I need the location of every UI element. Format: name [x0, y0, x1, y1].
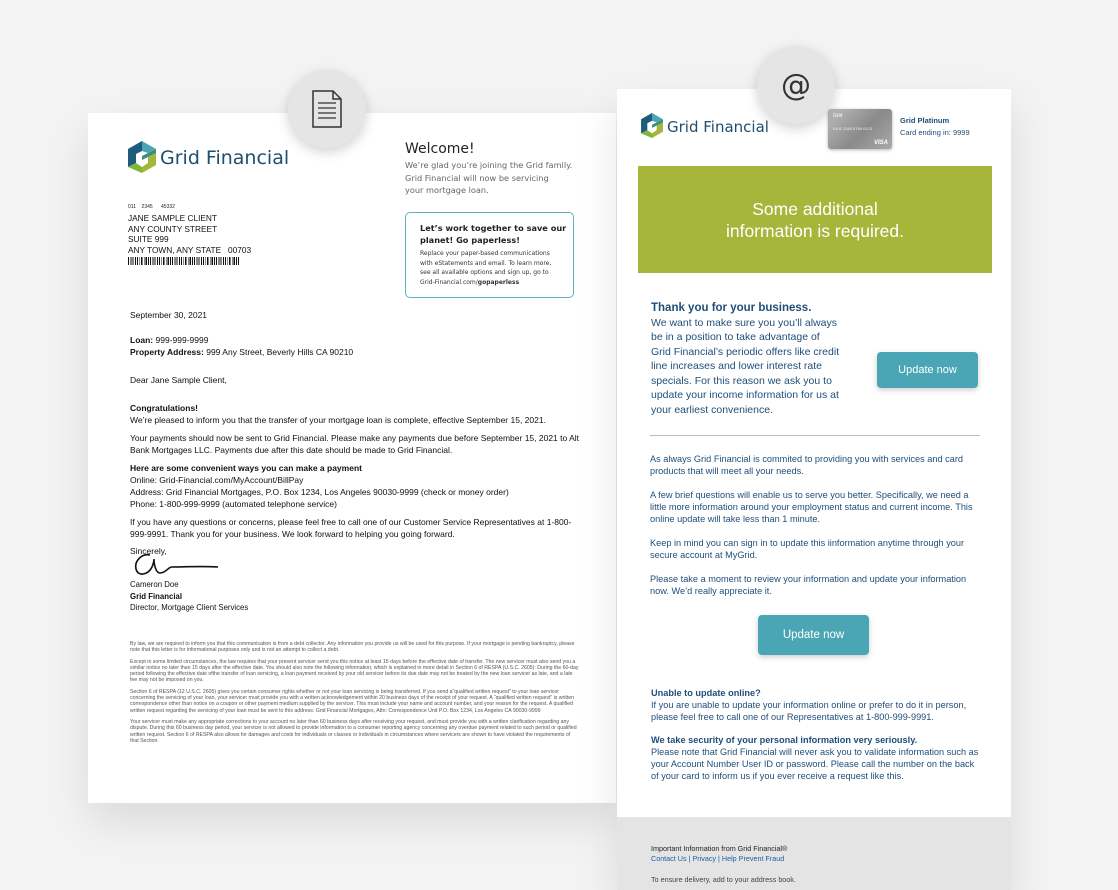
paperless-body [420, 249, 551, 287]
banner-line: Some additional [752, 198, 878, 219]
welcome-line: We’re glad you’re joining the Grid family. [405, 160, 573, 170]
email-logo [641, 112, 771, 140]
unable-section [651, 687, 981, 723]
congrats-body: We’re pleased to inform you that the transfer of your mortgage loan is complete, effective September 15, 2021. [130, 415, 546, 425]
fine-print-paragraph: By law, we are required to inform you that this communication is from a debt collector. Any information you provide us will be used for this purpose. If your mortgage is pending bankruptcy, please note that this letter is for informational purposes only and is not an attempt to collect a debt. [130, 641, 575, 654]
signer-company [130, 591, 248, 603]
thanks-line: your earliest convenience. [651, 403, 773, 416]
thanks-line: specials. For this reason we ask you to [651, 374, 832, 387]
info-paragraph: As always Grid Financial is commited to providing you with services and card products that will meet all your needs. [650, 454, 964, 476]
fine-print-paragraph: Section 6 of RESPA (12 U.S.C. 2605) gives you certain consumer rights whether or not your loan servicing is being transferred. If you send a”qualified written request” to your loan servicer concerning the servicing of your loan, your servicer must provide you with a written acknowledgement within 20 business days of the receipt of your request. A “qualified written request” is written correspondence other than notice on a coupon or other payment medium supplied by the servicer. This must include your name and account number, and your reason for the request. A qualified written request regarding the servicing of your loan must be sent to this address: Grid Financial Mortgages, Attn: Correspondence Unit P.O. Box 1234, Los Angeles CA 90030-9999 [130, 688, 575, 714]
thanks-line: We want to make sure you you’ll always [651, 316, 837, 329]
letter-brand-name: Grid Financial [160, 147, 290, 169]
email-badge [757, 46, 835, 124]
signer-title: Director, Mortgage Client Services [130, 603, 249, 612]
update-now-button-secondary[interactable]: Update now [758, 615, 869, 655]
ways-phone: Phone: 1-800-999-9999 (automated telephone service) [130, 499, 337, 509]
signer-name: Cameron Doe [130, 580, 179, 589]
mail-code: 2345 [141, 204, 153, 210]
welcome-line: your mortgage loan. [405, 185, 489, 195]
footer-separator: | [718, 854, 720, 863]
footer-link-fraud[interactable]: Help Prevent Fraud [721, 854, 785, 863]
congrats-heading-text: Congratulations! [130, 403, 198, 413]
thanks-line: update your income information for us at [651, 389, 839, 401]
paperless-title-line: Let’s work together to save our [420, 223, 567, 233]
questions-body: If you have any questions or concerns, please feel free to call one of our Customer Service Representatives at 1-800-999-9991. Thank you for your business. We look forward to helping you going forward. [130, 517, 572, 539]
property-value: 999 Any Street, Beverly Hills CA 90210 [206, 347, 354, 357]
closing: Sincerely, [130, 546, 167, 556]
info-paragraph: Please take a moment to review your information and update your information now. We’d really appreciate it. [650, 574, 967, 596]
security-body: Please note that Grid Financial will never ask you to validate information such as your Account Number User ID or password. Please call the number on the back of your card to inform us if you ever receive a request like this. [651, 747, 979, 781]
card-ending: Card ending in: 9999 [900, 128, 970, 137]
unable-heading: Unable to update online? [651, 688, 761, 698]
ways-heading [130, 462, 580, 474]
welcome-body [405, 159, 572, 197]
section-divider [650, 435, 980, 436]
ways-heading-text: Here are some convenient ways you can make a payment [130, 463, 362, 473]
mail-codes [128, 204, 175, 210]
paperless-title [420, 223, 566, 246]
letter-date: September 30, 2021 [130, 310, 208, 320]
address-line: ANY COUNTY STREET [128, 223, 218, 234]
loan-value: 999-999-9999 [155, 335, 209, 345]
paperless-link-bold: gopaperless [477, 278, 520, 286]
footer-note: To ensure delivery, add to your address book. [651, 875, 796, 884]
email-message [617, 89, 1011, 890]
loan-line [130, 334, 580, 346]
signature-block [130, 579, 248, 614]
paperless-title-line: planet! Go paperless! [420, 234, 520, 245]
letter-logo [128, 139, 298, 175]
welcome-title: Welcome! [405, 141, 475, 157]
fine-print-paragraph: Except in some limited circumstances, the law requires that your present servicer send you this notice at least 15 days before the effective date of transfer. The new servicer must also send you a similar notice no later than 15 days after the effective date. You should also note the following information, which is explained in more detail in Section 6 of RESPA (U.S.C. 2605): During the 60-day period following the effective date ofthe transfer of loan servicing, a loan payment received by your old servicer before its due date may not be treated by the new loan servicer as late, and a late fee may not be imposed on you. [130, 658, 579, 684]
ways-address: Address: Grid Financial Mortgages, P.O. Box 1234, Los Angeles 90030-9999 (check or money order) [130, 487, 509, 497]
footer-link-privacy[interactable]: Privacy [692, 854, 717, 863]
property-line [130, 346, 580, 358]
signature-image [132, 551, 222, 581]
go-paperless-box [405, 212, 574, 298]
card-mini-number: 0101 2345 6789 0123 [833, 126, 872, 131]
email-footer [617, 817, 1011, 890]
info-paragraph: Keep in mind you can sign in to update this iinformation anytime through your secure account at MyGrid. [650, 538, 965, 560]
footer-links [651, 854, 784, 864]
thanks-heading: Thank you for your business. [651, 302, 812, 314]
mail-code: 011 [128, 204, 136, 210]
letter-body [130, 309, 580, 557]
mailing-address [128, 213, 251, 255]
info-required-banner [638, 166, 992, 273]
card-network-logo: VISA [873, 140, 888, 146]
unable-body: If you are unable to update your information online or prefer to do it in person, please feel free to call one of our Representatives at 1-800-999-9991. [651, 700, 967, 722]
signer-company-text: Grid Financial [130, 591, 182, 601]
loan-label: Loan: [130, 335, 154, 345]
ways-online: Online: Grid-Financial.com/MyAccount/BillPay [130, 475, 304, 485]
payments-body: Your payments should now be sent to Grid Financial. Please make any payments due before September 15, 2021 to Alt Bank Mortgages LLC. Payments due after this date should be made to Grid Financial. [130, 433, 580, 455]
security-section [651, 734, 981, 782]
security-heading: We take security of your personal information very seriously. [651, 735, 918, 745]
card-name: Grid Platinum [900, 116, 950, 125]
footer-link-contact[interactable]: Contact Us [651, 854, 687, 863]
update-now-button[interactable]: Update now [877, 352, 978, 388]
address-line: SUITE 999 [128, 234, 169, 244]
credit-card-image [828, 109, 892, 149]
grid-logo-icon [641, 113, 663, 138]
property-label: Property Address: [130, 347, 204, 357]
paperless-link-prefix: Grid-Financial.com/ [420, 278, 478, 286]
congrats-heading [130, 402, 580, 414]
footer-title: Important Information from Grid Financial® [651, 844, 788, 853]
salutation: Dear Jane Sample Client, [130, 375, 227, 385]
address-line: ANY TOWN, ANY STATE 00703 [128, 244, 252, 255]
mortgage-letter [88, 113, 616, 803]
card-info [900, 115, 970, 139]
card-mini-brand: Grid [833, 113, 843, 119]
document-icon [311, 89, 343, 129]
thanks-section [651, 301, 866, 417]
thanks-line: line increases and lower interest rate [651, 360, 823, 372]
legal-fine-print [130, 641, 580, 749]
at-sign-icon: @ [781, 67, 811, 103]
paperless-line: Replace your paper-based communications [420, 250, 550, 257]
info-paragraph: A few brief questions will enable us to serve you better. Specifically, we need a little more information around your employment status and current income. This online update will take less than 1 minute. [650, 490, 973, 524]
thanks-line: Grid Financial’s periodic offers like credit [651, 345, 840, 358]
thanks-line: be in a position to take advantage of [651, 331, 820, 343]
info-paragraphs [650, 453, 980, 607]
fine-print-paragraph: Your servicer must make any appropriate corrections to your account no later than 60 business days after receiving your request, and must provide you with a written clarification regarding any dispute. During this 60 business day period, your servicer is not allowed to provide information to a consumer reporting agency concerning any overdue payment related to such period or qualified written request. Section 6 of RESPA also allows for damages and costs for individuals or classes or individuals in circumstances where servicers are shown to have violated the requirements of that Section. [130, 718, 577, 744]
welcome-line: Grid Financial will now be servicing [405, 172, 549, 183]
mail-code: 45332 [161, 204, 175, 210]
paperless-line: with eStatements and email. To learn more, [420, 259, 552, 267]
banner-line: information is required. [726, 220, 904, 241]
paperless-line: see all available options and sign up, go to [420, 269, 549, 276]
grid-logo-icon [128, 141, 156, 173]
email-brand-name: Grid Financial [667, 118, 769, 136]
paperless-link[interactable] [420, 278, 551, 288]
address-line: JANE SAMPLE CLIENT [128, 213, 217, 223]
footer-separator: | [688, 854, 691, 863]
document-badge [288, 70, 366, 148]
postal-barcode [128, 257, 240, 265]
